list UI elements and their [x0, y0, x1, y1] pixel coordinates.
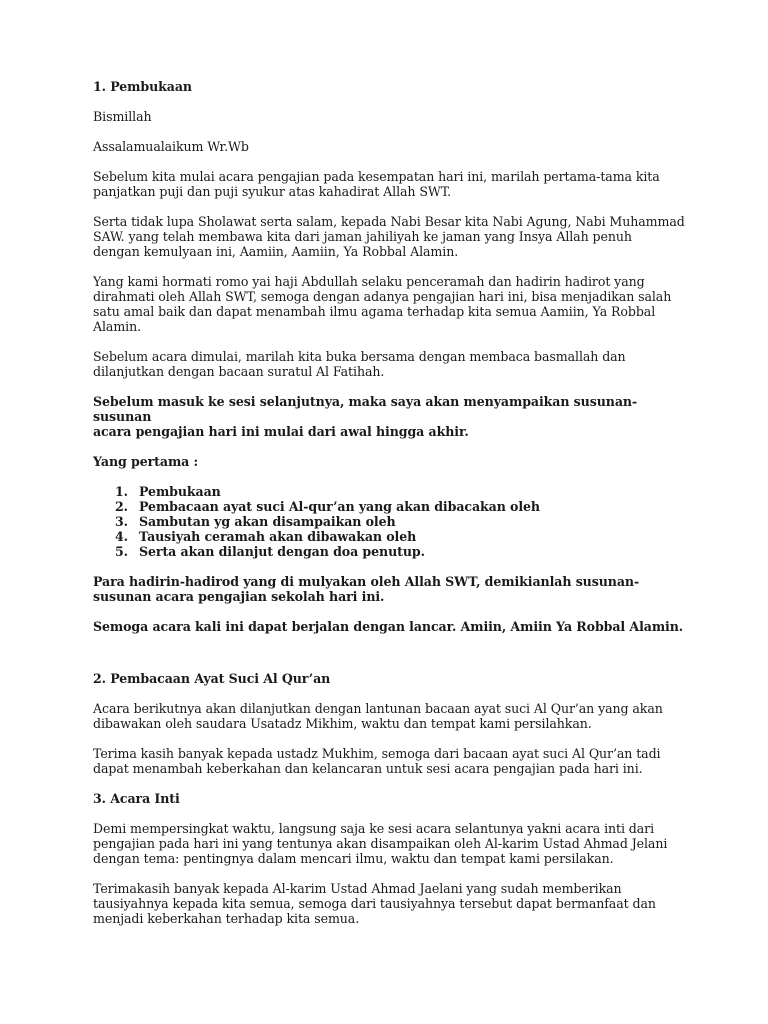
- paragraph-agenda-intro: Sebelum masuk ke sesi selanjutnya, maka saya akan menyampaikan susunan-susunan acara pengajian hari ini mulai dari awal hingga akhir.: [93, 394, 638, 439]
- list-item: [93, 529, 693, 544]
- paragraph-basmallah: Sebelum acara dimulai, marilah kita buka bersama dengan membaca basmallah dan dilanjutkan dengan bacaan suratul Al Fatihah.: [93, 349, 626, 379]
- paragraph-opening: Sebelum kita mulai acara pengajian pada kesempatan hari ini, marilah pertama-tama kita panjatkan puji dan puji syukur atas kahadirat Allah SWT.: [93, 169, 660, 199]
- paragraph-sholawat: Serta tidak lupa Sholawat serta salam, kepada Nabi Besar kita Nabi Agung, Nabi Muhammad SAW. yang telah membawa kita dari jaman jahiliyah ke jaman yang Insya Allah penuh dengan kemulyaan ini, Aamiin, Aamiin, Ya Robbal Alamin.: [93, 214, 685, 259]
- paragraph-first: Yang pertama :: [93, 454, 199, 469]
- paragraph-summary: Para hadirin-hadirod yang di mulyakan oleh Allah SWT, demikianlah susunan- susunan acara pengajian sekolah hari ini.: [93, 574, 640, 604]
- list-text: Pembukaan: [139, 484, 221, 499]
- list-number: 5.: [115, 544, 128, 559]
- section-heading-quran: 2. Pembacaan Ayat Suci Al Qur’an: [93, 671, 331, 686]
- list-text: Pembacaan ayat suci Al-qur’an yang akan dibacakan oleh: [139, 499, 540, 514]
- list-text: Sambutan yg akan disampaikan oleh: [139, 514, 396, 529]
- paragraph-bismillah: Bismillah: [93, 109, 152, 124]
- paragraph-closing-prayer: Semoga acara kali ini dapat berjalan dengan lancar. Amiin, Amiin Ya Robbal Alamin.: [93, 619, 684, 634]
- paragraph-greeting: Yang kami hormati romo yai haji Abdullah selaku penceramah dan hadirin hadirot yang dirahmati oleh Allah SWT, semoga dengan adanya pengajian hari ini, bisa menjadikan salah satu amal baik dan dapat menambah ilmu agama terhadap kita semua Aamiin, Ya Robbal Alamin.: [93, 274, 672, 334]
- list-number: 4.: [115, 529, 128, 544]
- document-page: [93, 79, 693, 941]
- paragraph-inti-intro: Demi mempersingkat waktu, langsung saja ke sesi acara selantunya yakni acara inti dari pengajian pada hari ini yang tentunya akan disampaikan oleh Al-karim Ustad Ahmad Jelani dengan tema: pentingnya dalam mencari ilmu, waktu dan tempat kami persilakan.: [93, 821, 668, 866]
- list-item: [93, 499, 693, 514]
- paragraph-inti-thanks: Terimakasih banyak kepada Al-karim Ustad Ahmad Jaelani yang sudah memberikan tausiyahnya kepada kita semua, semoga dari tausiyahnya tersebut dapat bermanfaat dan menjadi keberkahan terhadap kita semua.: [93, 881, 656, 926]
- list-item: [93, 544, 693, 559]
- section-spacer: [93, 649, 693, 671]
- list-item: [93, 484, 693, 499]
- paragraph-quran-intro: Acara berikutnya akan dilanjutkan dengan lantunan bacaan ayat suci Al Qur’an yang akan dibawakan oleh saudara Usatadz Mikhim, waktu dan tempat kami persilahkan.: [93, 701, 663, 731]
- section-heading-pembukaan: 1. Pembukaan: [93, 79, 192, 94]
- paragraph-quran-thanks: Terima kasih banyak kepada ustadz Mukhim, semoga dari bacaan ayat suci Al Qur’an tadi dapat menambah keberkahan dan kelancaran untuk sesi acara pengajian pada hari ini.: [93, 746, 661, 776]
- list-text: Serta akan dilanjut dengan doa penutup.: [139, 544, 425, 559]
- list-number: 1.: [115, 484, 128, 499]
- agenda-list: [93, 484, 693, 559]
- section-heading-acara-inti: 3. Acara Inti: [93, 791, 180, 806]
- list-number: 3.: [115, 514, 128, 529]
- list-text: Tausiyah ceramah akan dibawakan oleh: [139, 529, 417, 544]
- list-number: 2.: [115, 499, 128, 514]
- list-item: [93, 514, 693, 529]
- paragraph-salam: Assalamualaikum Wr.Wb: [93, 139, 249, 154]
